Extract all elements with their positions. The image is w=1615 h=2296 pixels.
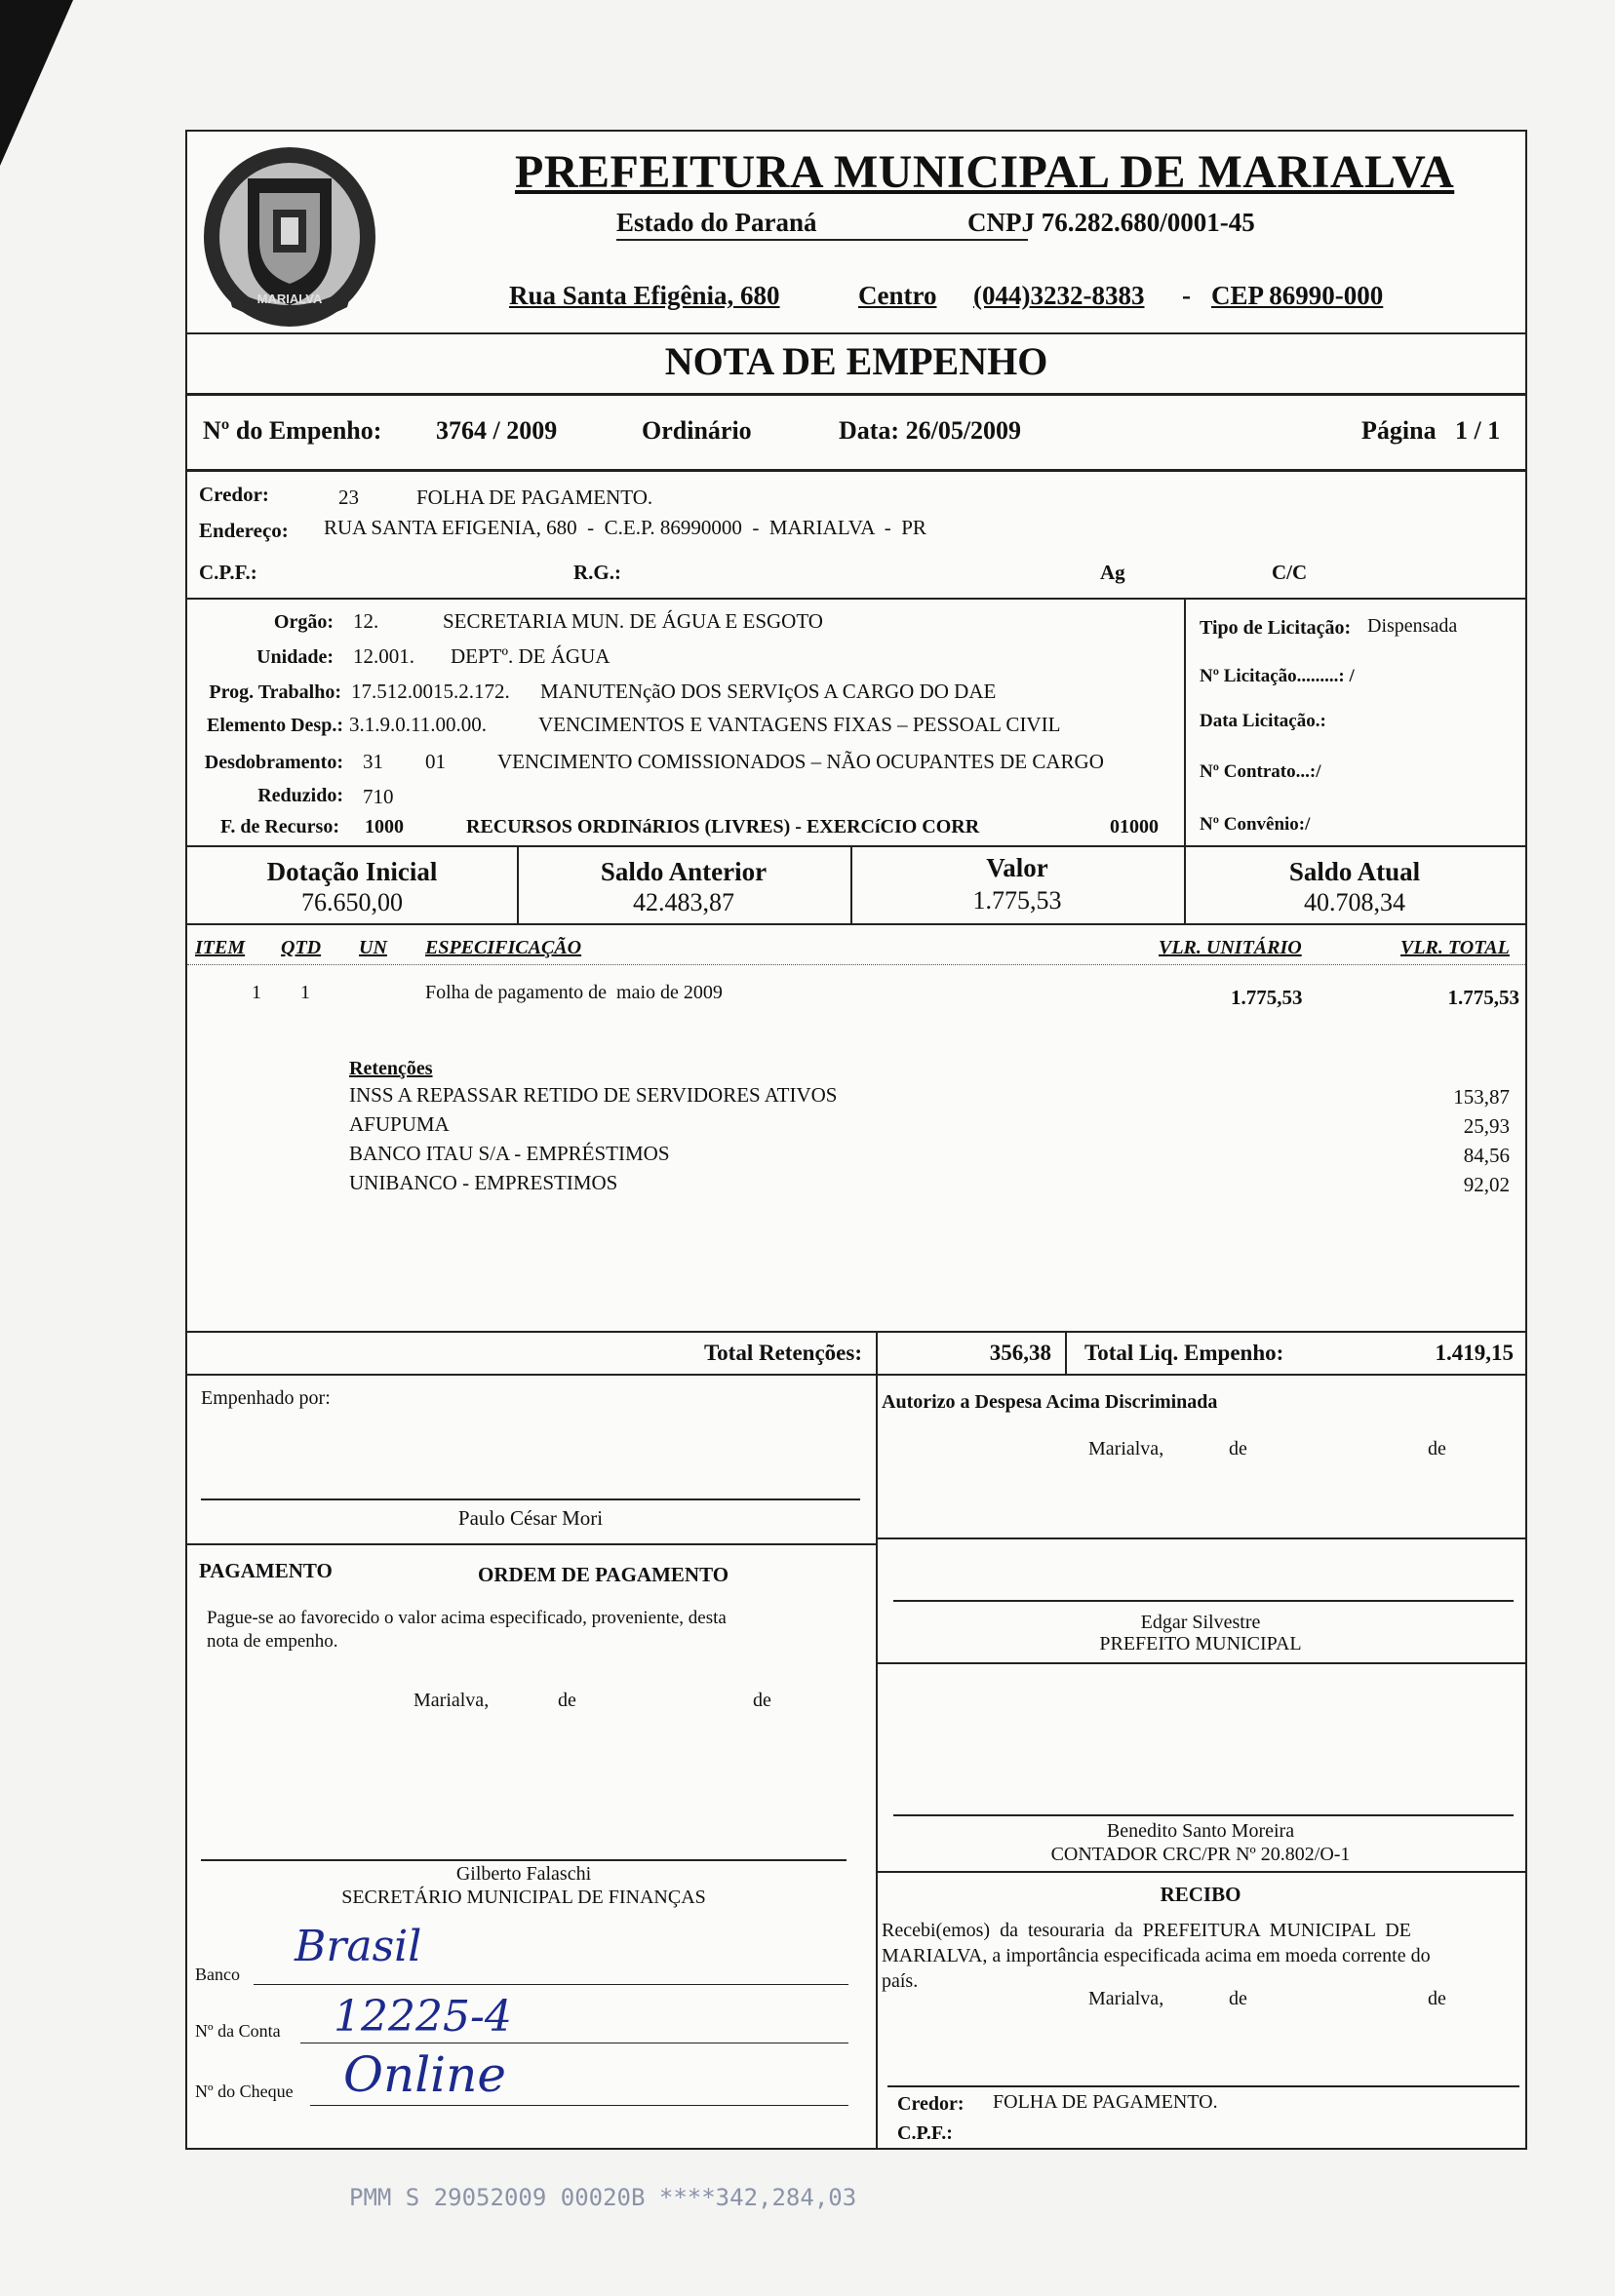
orgao-name: SECRETARIA MUN. DE ÁGUA E ESGOTO	[443, 609, 823, 633]
contador-name: Benedito Santo Moreira	[1106, 1820, 1295, 1842]
cnpj-label: CNPJ 76.282.680/0001-45	[967, 208, 1255, 237]
banco-handwritten: Brasil	[295, 1922, 422, 1971]
recibo-credor-label: Credor:	[897, 2093, 965, 2115]
desdobramento-name: VENCIMENTO COMISSIONADOS – NÃO OCUPANTES DE CARGO	[497, 750, 1104, 773]
page-label: Página	[1361, 416, 1437, 445]
col-un-header: UN	[359, 937, 387, 958]
pagamento-city: Marialva,	[414, 1690, 490, 1711]
licitacao-number-label: Nº Licitação.........: /	[1200, 666, 1355, 686]
conta-handwritten: 12225-4	[334, 1992, 512, 2042]
convenio-label: Nº Convênio:/	[1200, 814, 1311, 835]
autorizo-city: Marialva,	[1088, 1438, 1164, 1459]
recurso-code-2: 01000	[1110, 816, 1159, 837]
empenhado-label: Empenhado por:	[201, 1387, 331, 1409]
page-number: 1 / 1	[1455, 416, 1501, 445]
item-total-value: 1.775,53	[1447, 986, 1519, 1009]
total-retencoes-label: Total Retenções:	[703, 1341, 862, 1365]
ordem-pagamento-label: ORDEM DE PAGAMENTO	[478, 1563, 729, 1586]
document-title: NOTA DE EMPENHO	[664, 339, 1048, 383]
bank-stamp: PMM S 29052009 00020B ****342,284,03	[349, 2184, 857, 2211]
item-qtd: 1	[300, 982, 310, 1003]
empenho-type: Ordinário	[642, 416, 752, 445]
col-unitario-header: VLR. UNITÁRIO	[1159, 937, 1302, 958]
recibo-title: RECIBO	[1160, 1883, 1241, 1906]
empenho-number: 3764 / 2009	[436, 416, 558, 445]
saldo-atual-label: Saldo Atual	[1288, 857, 1421, 886]
autorizo-label: Autorizo a Despesa Acima Discriminada	[882, 1391, 1218, 1413]
secretario-title: SECRETÁRIO MUNICIPAL DE FINANÇAS	[341, 1887, 706, 1908]
empenho-number-label: Nº do Empenho:	[203, 416, 382, 445]
orgao-code: 12.	[353, 609, 379, 633]
elemento-code: 3.1.9.0.11.00.00.	[349, 713, 487, 736]
retencoes-title: Retenções	[349, 1058, 433, 1079]
empenho-date: Data: 26/05/2009	[839, 416, 1022, 445]
recurso-name: RECURSOS ORDINáRIOS (LIVRES) - EXERCíCIO CORR	[466, 816, 980, 837]
autorizo-de-2: de	[1428, 1438, 1446, 1459]
svg-text:MARIALVA: MARIALVA	[256, 292, 323, 306]
state-label: Estado do Paraná	[616, 208, 817, 237]
desdobramento-code-1: 31	[363, 750, 383, 773]
empenhado-name: Paulo César Mori	[457, 1506, 604, 1530]
unidade-name: DEPTº. DE ÁGUA	[451, 644, 611, 668]
prog-name: MANUTENçãO DOS SERVIçOS A CARGO DO DAE	[540, 680, 997, 703]
agency-label: Ag	[1100, 561, 1125, 584]
recibo-cpf-label: C.P.F.:	[897, 2122, 953, 2144]
retencao-item: UNIBANCO - EMPRESTIMOS	[349, 1171, 618, 1194]
recurso-code: 1000	[365, 816, 404, 837]
conta-label: Nº da Conta	[195, 2021, 281, 2041]
address-separator: -	[1182, 281, 1191, 310]
elemento-label: Elemento Desp.:	[207, 715, 343, 736]
col-qtd-header: QTD	[281, 937, 322, 958]
item-unit-value: 1.775,53	[1231, 986, 1303, 1009]
credor-name: FOLHA DE PAGAMENTO.	[416, 486, 653, 509]
recibo-text-3: país.	[882, 1970, 919, 1992]
recibo-de-2: de	[1428, 1988, 1446, 2009]
total-retencoes-value: 356,38	[989, 1341, 1051, 1365]
total-liquido-label: Total Liq. Empenho:	[1084, 1341, 1284, 1365]
col-item-header: ITEM	[195, 937, 246, 958]
saldo-anterior-label: Saldo Anterior	[600, 857, 768, 886]
retencao-value: 153,87	[1453, 1085, 1510, 1109]
nota-de-empenho-form	[185, 130, 1527, 2150]
licitacao-type: Dispensada	[1367, 615, 1458, 637]
valor-label: Valor	[986, 853, 1048, 882]
prog-code: 17.512.0015.2.172.	[351, 680, 510, 703]
item-description: Folha de pagamento de maio de 2009	[425, 982, 723, 1003]
account-label: C/C	[1272, 561, 1308, 584]
desdobramento-code-2: 01	[425, 750, 446, 773]
retencao-value: 25,93	[1463, 1114, 1510, 1138]
dotacao-value: 76.650,00	[301, 888, 403, 916]
retencao-value: 84,56	[1463, 1144, 1510, 1167]
saldo-anterior-value: 42.483,87	[633, 888, 734, 916]
retencao-item: INSS A REPASSAR RETIDO DE SERVIDORES ATIVOS	[349, 1083, 838, 1107]
credor-address: RUA SANTA EFIGENIA, 680 - C.E.P. 86990000 - MARIALVA - PR	[324, 516, 926, 539]
banco-label: Banco	[195, 1965, 240, 1984]
cheque-label: Nº do Cheque	[195, 2082, 294, 2101]
rg-label: R.G.:	[573, 561, 621, 584]
address-street: Rua Santa Efigênia, 680	[509, 281, 780, 310]
valor-value: 1.775,53	[972, 886, 1062, 915]
licitacao-date-label: Data Licitação.:	[1200, 711, 1326, 731]
recibo-credor-name: FOLHA DE PAGAMENTO.	[993, 2091, 1218, 2113]
credor-label: Credor:	[199, 483, 269, 506]
licitacao-type-label: Tipo de Licitação:	[1200, 617, 1352, 639]
reduzido-value: 710	[363, 785, 394, 808]
unidade-label: Unidade:	[256, 646, 334, 668]
autorizo-de-1: de	[1229, 1438, 1247, 1459]
retencao-item: AFUPUMA	[349, 1112, 450, 1136]
recibo-text-2: MARIALVA, a importância especificada acima em moeda corrente do	[882, 1945, 1431, 1966]
col-espec-header: ESPECIFICAÇÃO	[425, 937, 582, 958]
address-district: Centro	[858, 281, 937, 310]
saldo-atual-value: 40.708,34	[1304, 888, 1405, 916]
desdobramento-label: Desdobramento:	[204, 752, 343, 773]
recibo-de-1: de	[1229, 1988, 1247, 2009]
secretario-name: Gilberto Falaschi	[455, 1863, 592, 1885]
prog-label: Prog. Trabalho:	[209, 681, 341, 703]
credor-code: 23	[338, 486, 359, 509]
municipality-title: PREFEITURA MUNICIPAL DE MARIALVA	[515, 146, 1455, 198]
retencao-item: BANCO ITAU S/A - EMPRÉSTIMOS	[349, 1142, 670, 1165]
retencao-value: 92,02	[1463, 1173, 1510, 1196]
pagamento-text-2: nota de empenho.	[207, 1631, 338, 1652]
scan-corner-shadow	[0, 0, 73, 166]
col-total-header: VLR. TOTAL	[1400, 937, 1510, 958]
prefeito-title: PREFEITO MUNICIPAL	[1099, 1633, 1302, 1654]
cheque-handwritten: Online	[343, 2046, 506, 2103]
reduzido-label: Reduzido:	[257, 785, 343, 806]
pagamento-text: Pague-se ao favorecido o valor acima especificado, proveniente, desta	[207, 1608, 727, 1628]
pagamento-label: PAGAMENTO	[199, 1559, 333, 1582]
address-label: Endereço:	[199, 519, 289, 542]
phone-number: (044)3232-8383	[973, 281, 1145, 310]
contract-label: Nº Contrato...:/	[1200, 761, 1321, 782]
coat-of-arms-icon	[197, 139, 382, 334]
orgao-label: Orgão:	[273, 611, 334, 633]
recibo-city: Marialva,	[1088, 1988, 1164, 2009]
zip-code: CEP 86990-000	[1211, 281, 1384, 310]
pagamento-de-2: de	[753, 1690, 771, 1711]
elemento-name: VENCIMENTOS E VANTAGENS FIXAS – PESSOAL CIVIL	[538, 713, 1061, 736]
prefeito-name: Edgar Silvestre	[1140, 1612, 1261, 1633]
cpf-label: C.P.F.:	[199, 561, 257, 584]
pagamento-de-1: de	[558, 1690, 576, 1711]
dotacao-label: Dotação Inicial	[266, 857, 438, 886]
recibo-text: Recebi(emos) da tesouraria da PREFEITURA MUNICIPAL DE	[882, 1920, 1411, 1941]
contador-title: CONTADOR CRC/PR Nº 20.802/O-1	[1050, 1844, 1351, 1865]
total-liquido-value: 1.419,15	[1435, 1341, 1514, 1365]
item-number: 1	[252, 982, 261, 1003]
recurso-label: F. de Recurso:	[219, 816, 339, 837]
unidade-code: 12.001.	[353, 644, 414, 668]
